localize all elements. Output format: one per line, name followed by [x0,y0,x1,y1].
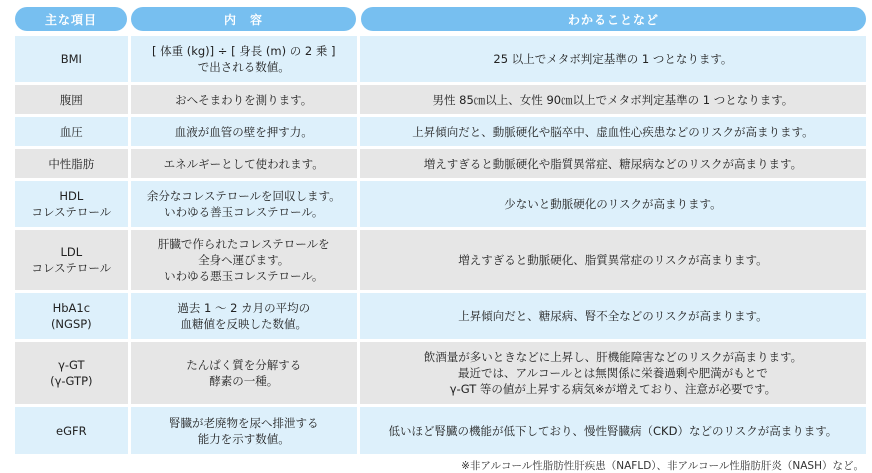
cell-text-line: (NGSP) [50,317,92,331]
cell-text-line: γ-GT 等の値が上昇する病気※が増えており、注意が必要です。 [449,382,777,396]
table-row [15,149,866,178]
row-meaning-cell [360,342,866,404]
cell-text-line: 腎臓が老廃物を尿へ排泄する [168,415,319,430]
cell-text-line: 血液が血管の壁を押す力。 [174,124,313,139]
row-item-cell [15,85,128,114]
cell-text-line: 少ないと動脈硬化のリスクが高まります。 [504,197,722,211]
header-content: 内 容 [131,7,356,31]
cell-text-line: 酵素の一種。 [209,374,279,388]
cell-text-line: 飲酒量が多いときなどに上昇し、肝機能障害などのリスクが高まります。 [423,350,803,364]
row-meaning-cell [360,85,866,114]
table-row [15,230,866,290]
row-item-cell [15,293,128,339]
row-meaning-cell [360,407,866,454]
row-content-cell [131,230,357,290]
row-item-cell [15,36,128,82]
row-content-cell [131,36,357,82]
footnote: ※非アルコール性脂肪性肝疾患（NAFLD）、非アルコール性脂肪肝炎（NASH）など。 [461,460,864,472]
cell-text-line: γ-GT [58,358,85,372]
row-meaning-cell [360,181,866,227]
table-row [15,36,866,82]
cell-text-line: 男性 85㎝以上、女性 90㎝以上でメタボ判定基準の 1 つとなります。 [432,92,794,107]
table-row [15,85,866,114]
cell-text-line: 余分なコレステロールを回収します。 [146,189,341,203]
cell-text-line: 増えすぎると動脈硬化、脂質異常症のリスクが高まります。 [458,253,768,267]
row-content-cell [131,149,357,178]
cell-text-line: いわゆる悪玉コレステロール。 [164,269,324,283]
cell-text-line: BMI [60,52,82,66]
row-meaning-cell [360,117,866,146]
cell-text-line: 上昇傾向だと、糖尿病、腎不全などのリスクが高まります。 [458,309,768,323]
cell-text-line: で出される数値。 [197,60,290,74]
table-row [15,181,866,227]
cell-text-line: 肝臓で作られたコレステロールを [157,237,330,251]
cell-text-line: 増えすぎると動脈硬化や脂質異常症、糖尿病などのリスクが高まります。 [423,156,803,171]
row-content-cell [131,85,357,114]
cell-text-line: おへそまわりを測ります。 [175,92,313,107]
cell-text-line: 25 以上でメタボ判定基準の 1 つとなります。 [493,52,733,66]
cell-text-line: 低いほど腎臓の機能が低下しており、慢性腎臓病（CKD）などのリスクが高まります。 [388,423,838,438]
row-content-cell [131,181,357,227]
cell-text-line: エネルギーとして使われます。 [163,156,324,171]
row-content-cell [131,293,357,339]
row-meaning-cell [360,36,866,82]
cell-text-line: HDL [59,189,84,203]
cell-text-line: いわゆる善玉コレステロール。 [164,205,324,219]
row-item-cell [15,342,128,404]
cell-text-line: 最近では、アルコールとは無関係に栄養過剰や肥満がもとで [458,366,768,380]
table-row [15,342,866,404]
header-meaning: わかることなど [361,7,866,31]
cell-text-line: LDL [60,245,83,259]
row-item-cell [15,407,128,454]
cell-text-line: 血糖値を反映した数値。 [180,317,307,331]
cell-text-line: コレステロール [31,261,112,275]
row-item-cell [15,181,128,227]
row-item-cell [15,149,128,178]
table-row [15,407,866,454]
table-row [15,117,866,146]
row-meaning-cell [360,230,866,290]
cell-text-line: [ 体重 (kg)] ÷ [ 身長 (m) の 2 乗 ] [151,44,336,58]
cell-text-line: 上昇傾向だと、動脈硬化や脳卒中、虚血性心疾患などのリスクが高まります。 [412,124,814,139]
cell-text-line: 腹囲 [59,92,83,107]
row-item-cell [15,230,128,290]
cell-text-line: eGFR [56,423,87,438]
row-meaning-cell [360,293,866,339]
row-content-cell [131,117,357,146]
cell-text-line: コレステロール [31,205,112,219]
cell-text-line: HbA1c [52,301,91,315]
cell-text-line: 過去 1 ～ 2 カ月の平均の [177,301,311,315]
row-meaning-cell [360,149,866,178]
cell-text-line: 能力を示す数値。 [197,431,290,446]
cell-text-line: 血圧 [59,124,83,139]
row-content-cell [131,342,357,404]
cell-text-line: たんぱく質を分解する [186,358,302,372]
row-item-cell [15,117,128,146]
table-row [15,293,866,339]
cell-text-line: 全身へ運びます。 [198,253,290,267]
header-item: 主な項目 [15,7,127,31]
row-content-cell [131,407,357,454]
cell-text-line: (γ-GTP) [50,374,93,388]
cell-text-line: 中性脂肪 [48,156,95,171]
